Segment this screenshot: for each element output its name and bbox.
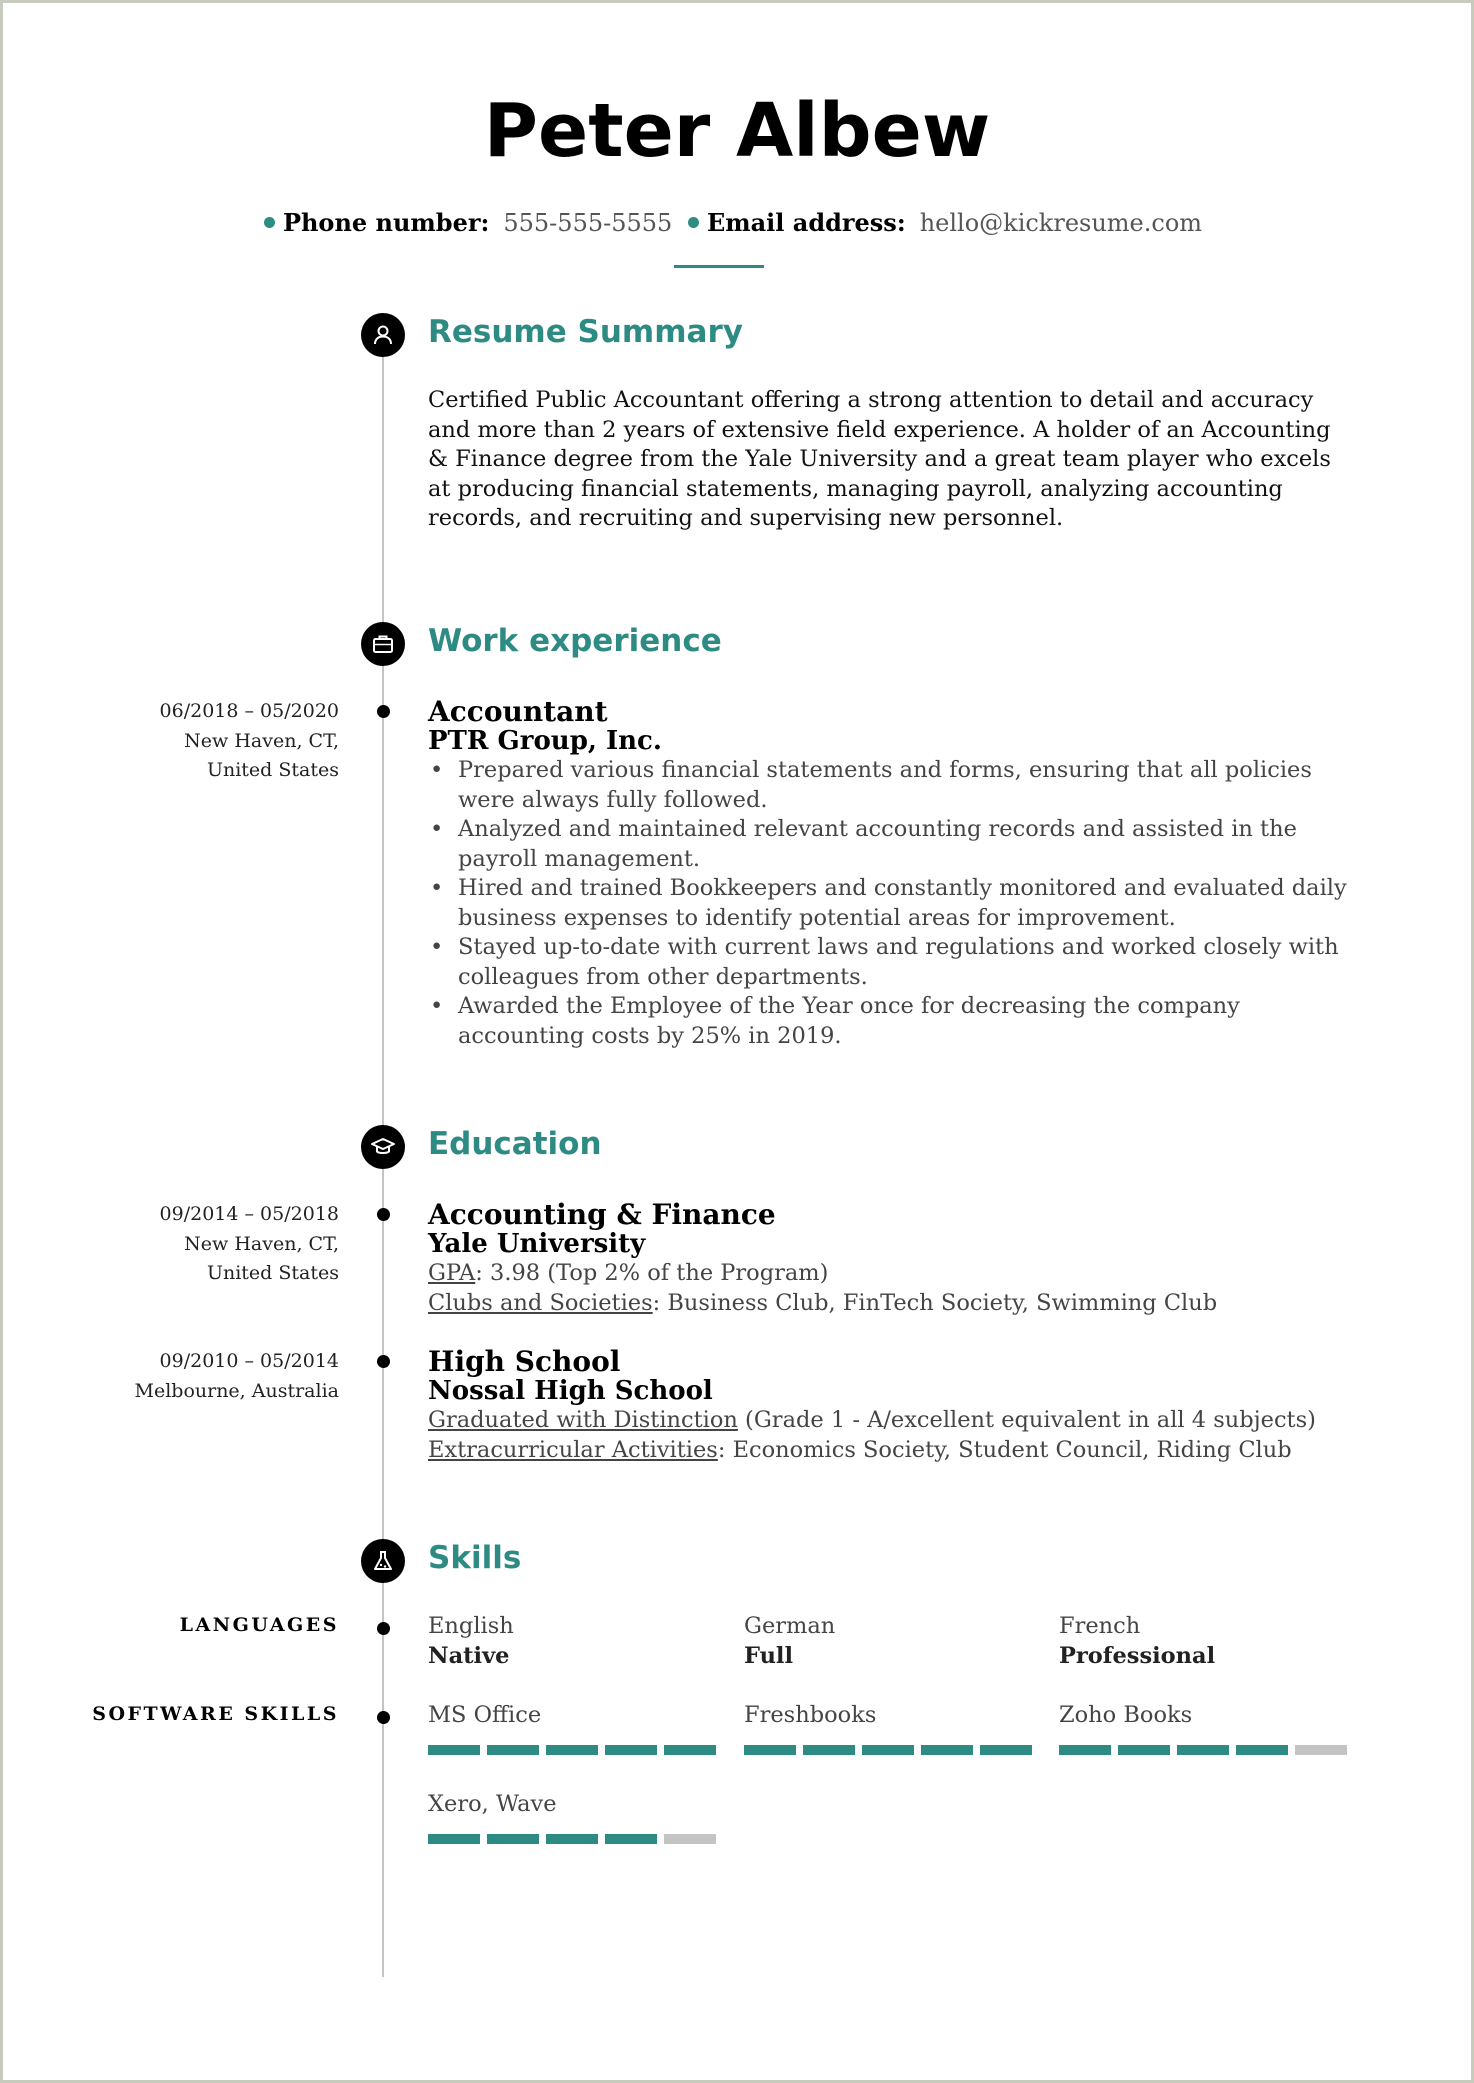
rating-segment-filled (605, 1745, 657, 1755)
section-title-work: Work experience (428, 623, 722, 659)
job-entry (428, 697, 1378, 1051)
rating-segment-empty (664, 1834, 716, 1844)
skill-rating-bar (428, 1745, 716, 1755)
graduation-cap-icon (361, 1125, 405, 1169)
education-school: Nossal High School (428, 1375, 713, 1406)
education-detail: Extracurricular Activities: Economics Society, Student Council, Riding Club (428, 1436, 1292, 1463)
education-dates: 09/2010 – 05/2014 (159, 1350, 339, 1372)
header-divider (674, 265, 764, 268)
language-name: French (1059, 1613, 1141, 1639)
rating-segment-filled (1059, 1745, 1111, 1755)
section-title-education: Education (428, 1126, 602, 1162)
software-skills-label: SOFTWARE SKILLS (92, 1703, 339, 1725)
phone-value: 555-555-5555 (503, 209, 673, 237)
section-title-skills: Skills (428, 1540, 522, 1576)
rating-segment-filled (1236, 1745, 1288, 1755)
list-item: • Analyzed and maintained relevant accounting records and assisted in the payroll management. (428, 815, 1348, 874)
languages-label: LANGUAGES (179, 1614, 339, 1636)
timeline-dot (377, 1622, 390, 1635)
software-name: MS Office (428, 1702, 542, 1728)
contact-line (0, 208, 1474, 237)
job-title: Accountant (428, 695, 608, 728)
software-skill (428, 1701, 716, 1755)
timeline-dot (377, 1355, 390, 1368)
education-detail: Clubs and Societies: Business Club, FinTech Society, Swimming Club (428, 1289, 1218, 1316)
contact-bullet (264, 217, 275, 228)
rating-segment-filled (428, 1834, 480, 1844)
rating-segment-filled (428, 1745, 480, 1755)
job-location: United States (206, 759, 339, 781)
education-detail: GPA: 3.98 (Top 2% of the Program) (428, 1260, 829, 1286)
education-school: Yale University (428, 1228, 646, 1259)
email-value: hello@kickresume.com (919, 209, 1203, 237)
language-level: Native (428, 1642, 510, 1669)
education-location: Melbourne, Australia (134, 1379, 339, 1402)
education-degree: High School (428, 1345, 621, 1378)
job-dates: 06/2018 – 05/2020 (159, 700, 339, 722)
section-title-summary: Resume Summary (428, 314, 743, 350)
list-item: • Prepared various financial statements and forms, ensuring that all policies were always fully followed. (428, 756, 1348, 815)
education-meta (39, 1200, 339, 1289)
software-skill (744, 1701, 1032, 1755)
rating-segment-filled (1177, 1745, 1229, 1755)
flask-icon (361, 1539, 405, 1583)
summary-text: Certified Public Accountant offering a strong attention to detail and accuracy and more than 2 years of extensive field experience. A holder of an Accounting & Finance degree from the Yale University and a great team player who excels at producing financial statements, managing payroll, analyzing accounting records, and recruiting and supervising new personnel. (428, 387, 1331, 531)
job-company: PTR Group, Inc. (428, 725, 662, 756)
job-location: New Haven, CT, (184, 729, 339, 752)
language-skill (744, 1612, 835, 1671)
rating-segment-filled (605, 1834, 657, 1844)
software-skill (428, 1790, 716, 1844)
email-label: Email address: (706, 208, 906, 237)
skill-rating-bar (1059, 1745, 1347, 1755)
education-degree: Accounting & Finance (428, 1198, 776, 1231)
list-item: • Hired and trained Bookkeepers and constantly monitored and evaluated daily business expenses to identify potential areas for improvement. (428, 874, 1348, 933)
rating-segment-filled (980, 1745, 1032, 1755)
language-name: German (744, 1613, 836, 1639)
candidate-name: Peter Albew (483, 88, 991, 174)
language-name: English (428, 1613, 514, 1639)
skill-rating-bar (428, 1834, 716, 1844)
timeline-dot (377, 705, 390, 718)
person-icon (361, 313, 405, 357)
rating-segment-filled (744, 1745, 796, 1755)
language-skill (1059, 1612, 1215, 1671)
education-meta (39, 1347, 339, 1406)
education-location: United States (206, 1262, 339, 1284)
education-entry (428, 1347, 1378, 1465)
briefcase-icon (361, 622, 405, 666)
timeline-dot (377, 1208, 390, 1221)
rating-segment-filled (921, 1745, 973, 1755)
rating-segment-filled (546, 1834, 598, 1844)
education-entry (428, 1200, 1378, 1318)
rating-segment-filled (862, 1745, 914, 1755)
software-name: Zoho Books (1059, 1702, 1193, 1728)
rating-segment-filled (546, 1745, 598, 1755)
software-skill (1059, 1701, 1347, 1755)
phone-label: Phone number: (282, 208, 490, 237)
rating-segment-filled (1118, 1745, 1170, 1755)
timeline-dot (377, 1711, 390, 1724)
rating-segment-filled (487, 1834, 539, 1844)
list-item: • Stayed up-to-date with current laws and regulations and worked closely with colleagues from other departments. (428, 933, 1348, 992)
language-skill (428, 1612, 514, 1671)
skill-rating-bar (744, 1745, 1032, 1755)
rating-segment-empty (1295, 1745, 1347, 1755)
language-level: Professional (1059, 1642, 1216, 1669)
software-name: Xero, Wave (428, 1791, 557, 1817)
education-location: New Haven, CT, (184, 1232, 339, 1255)
list-item: • Awarded the Employee of the Year once for decreasing the company accounting costs by 25% in 2019. (428, 992, 1348, 1051)
rating-segment-filled (487, 1745, 539, 1755)
education-detail: Graduated with Distinction (Grade 1 - A/excellent equivalent in all 4 subjects) (428, 1407, 1316, 1433)
job-meta (39, 697, 339, 786)
language-level: Full (744, 1642, 794, 1669)
job-bullets (428, 756, 1378, 1051)
contact-bullet (688, 217, 699, 228)
rating-segment-filled (803, 1745, 855, 1755)
software-name: Freshbooks (744, 1702, 877, 1728)
rating-segment-filled (664, 1745, 716, 1755)
education-dates: 09/2014 – 05/2018 (159, 1203, 339, 1225)
